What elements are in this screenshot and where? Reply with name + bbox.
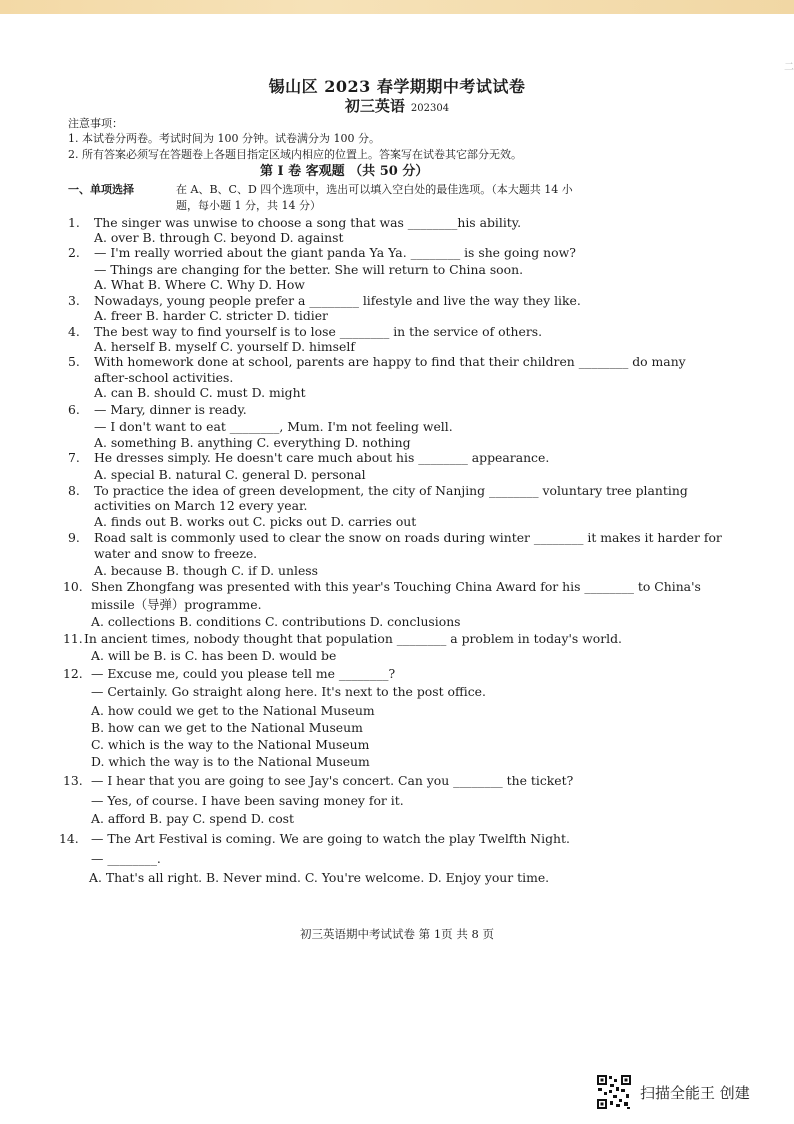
question-stem: Road salt is commonly used to clear the snow on roads during winter ________ it makes it harder for [94, 530, 722, 545]
question-stem: — The Art Festival is coming. We are going to watch the play Twelfth Night. [91, 831, 570, 846]
question-stem: activities on March 12 every year. [94, 498, 308, 513]
question-options: A. special B. natural C. general D. personal [94, 467, 366, 482]
question-option: C. which is the way to the National Museum [91, 737, 370, 752]
question-number: 9. [68, 530, 80, 545]
question-options: A. collections B. conditions C. contributions D. conclusions [91, 614, 461, 629]
question-options: A. afford B. pay C. spend D. cost [91, 811, 295, 826]
question-number: 7. [68, 450, 80, 465]
question-stem: To practice the idea of green development, the city of Nanjing ________ voluntary tree planting [94, 483, 688, 498]
question-stem: Nowadays, young people prefer a ________ lifestyle and live the way they like. [94, 293, 581, 308]
question-stem: The singer was unwise to choose a song that was ________his ability. [94, 215, 522, 230]
question-stem: The best way to find yourself is to lose ________ in the service of others. [94, 324, 543, 339]
question-number: 2. [68, 245, 80, 260]
page-footer: 初三英语期中考试试卷 第 1页 共 8 页 [300, 927, 494, 941]
question-options: A. over B. through C. beyond D. against [94, 230, 344, 245]
exam-code: 202304 [410, 103, 450, 114]
note-item: 2. 所有答案必须写在答题卷上各题目指定区域内相应的位置上。答案写在试卷其它部分无效。 [68, 148, 522, 161]
question-number: 13. [63, 773, 83, 788]
question-options: A. because B. though C. if D. unless [94, 563, 319, 578]
question-stem: after-school activities. [94, 370, 234, 385]
question-number: 6. [68, 402, 80, 417]
question-stem: water and snow to freeze. [94, 546, 258, 561]
question-options: A. That's all right. B. Never mind. C. You're welcome. D. Enjoy your time. [89, 870, 550, 885]
question-stem: With homework done at school, parents are happy to find that their children ________ do many [94, 354, 686, 369]
question-options: A. herself B. myself C. yourself D. himself [94, 339, 355, 354]
question-options: A. What B. Where C. Why D. How [94, 277, 305, 292]
exam-subtitle [0, 95, 794, 116]
question-stem: — I hear that you are going to see Jay's concert. Can you ________ the ticket? [91, 773, 574, 788]
question-stem: He dresses simply. He doesn't care much about his ________ appearance. [94, 450, 550, 465]
question-option: B. how can we get to the National Museum [91, 720, 363, 735]
question-stem: — Excuse me, could you please tell me ________? [91, 666, 396, 681]
question-options: A. can B. should C. must D. might [94, 385, 306, 400]
question-stem: — I don't want to eat ________, Mum. I'm not feeling well. [94, 419, 453, 434]
question-options: A. finds out B. works out C. picks out D. carries out [94, 514, 417, 529]
question-stem: — Yes, of course. I have been saving money for it. [91, 793, 404, 808]
section-title: 一、单项选择 [68, 183, 134, 196]
question-number: 1. [68, 215, 80, 230]
question-number: 8. [68, 483, 80, 498]
question-stem: — Mary, dinner is ready. [94, 402, 247, 417]
question-stem: In ancient times, nobody thought that population ________ a problem in today's world. [84, 631, 622, 646]
question-stem: missile（导弹）programme. [91, 597, 262, 612]
question-option: D. which the way is to the National Museum [91, 754, 370, 769]
section-instruction: 在 A、B、C、D 四个选项中，选出可以填入空白处的最佳选项。（本大题共 14 小 [176, 183, 573, 196]
question-number: 14. [59, 831, 79, 846]
question-stem: — I'm really worried about the giant panda Ya Ya. ________ is she going now? [94, 245, 576, 260]
subject-label: 初三英语 [344, 97, 405, 115]
edge-mark: 二 [784, 62, 794, 73]
question-stem: — Certainly. Go straight along here. It's next to the post office. [91, 684, 486, 699]
part-heading: 第 I 卷 客观题 （共 50 分） [260, 164, 429, 179]
scan-top-strip [0, 0, 794, 14]
question-option: A. how could we get to the National Museum [91, 703, 375, 718]
section-instruction: 题，每小题 1 分，共 14 分） [176, 199, 321, 212]
question-stem: Shen Zhongfang was presented with this year's Touching China Award for his ________ to China's [91, 579, 701, 594]
qr-code-icon [596, 1074, 632, 1110]
scanner-watermark: 扫描全能王 创建 [640, 1084, 750, 1102]
question-number: 4. [68, 324, 80, 339]
question-number: 12. [63, 666, 83, 681]
question-options: A. will be B. is C. has been D. would be [91, 648, 337, 663]
note-item: 1. 本试卷分两卷。考试时间为 100 分钟。试卷满分为 100 分。 [68, 132, 380, 145]
question-options: A. something B. anything C. everything D. nothing [94, 435, 411, 450]
question-number: 11. [63, 631, 83, 646]
exam-title: 锡山区 2023 春学期期中考试试卷 [268, 77, 526, 96]
question-number: 10. [63, 579, 83, 594]
question-stem: — Things are changing for the better. She will return to China soon. [94, 262, 524, 277]
question-options: A. freer B. harder C. stricter D. tidier [94, 308, 328, 323]
question-stem: — ________. [91, 851, 161, 866]
question-number: 3. [68, 293, 80, 308]
notes-heading: 注意事项： [68, 117, 123, 130]
question-number: 5. [68, 354, 80, 369]
